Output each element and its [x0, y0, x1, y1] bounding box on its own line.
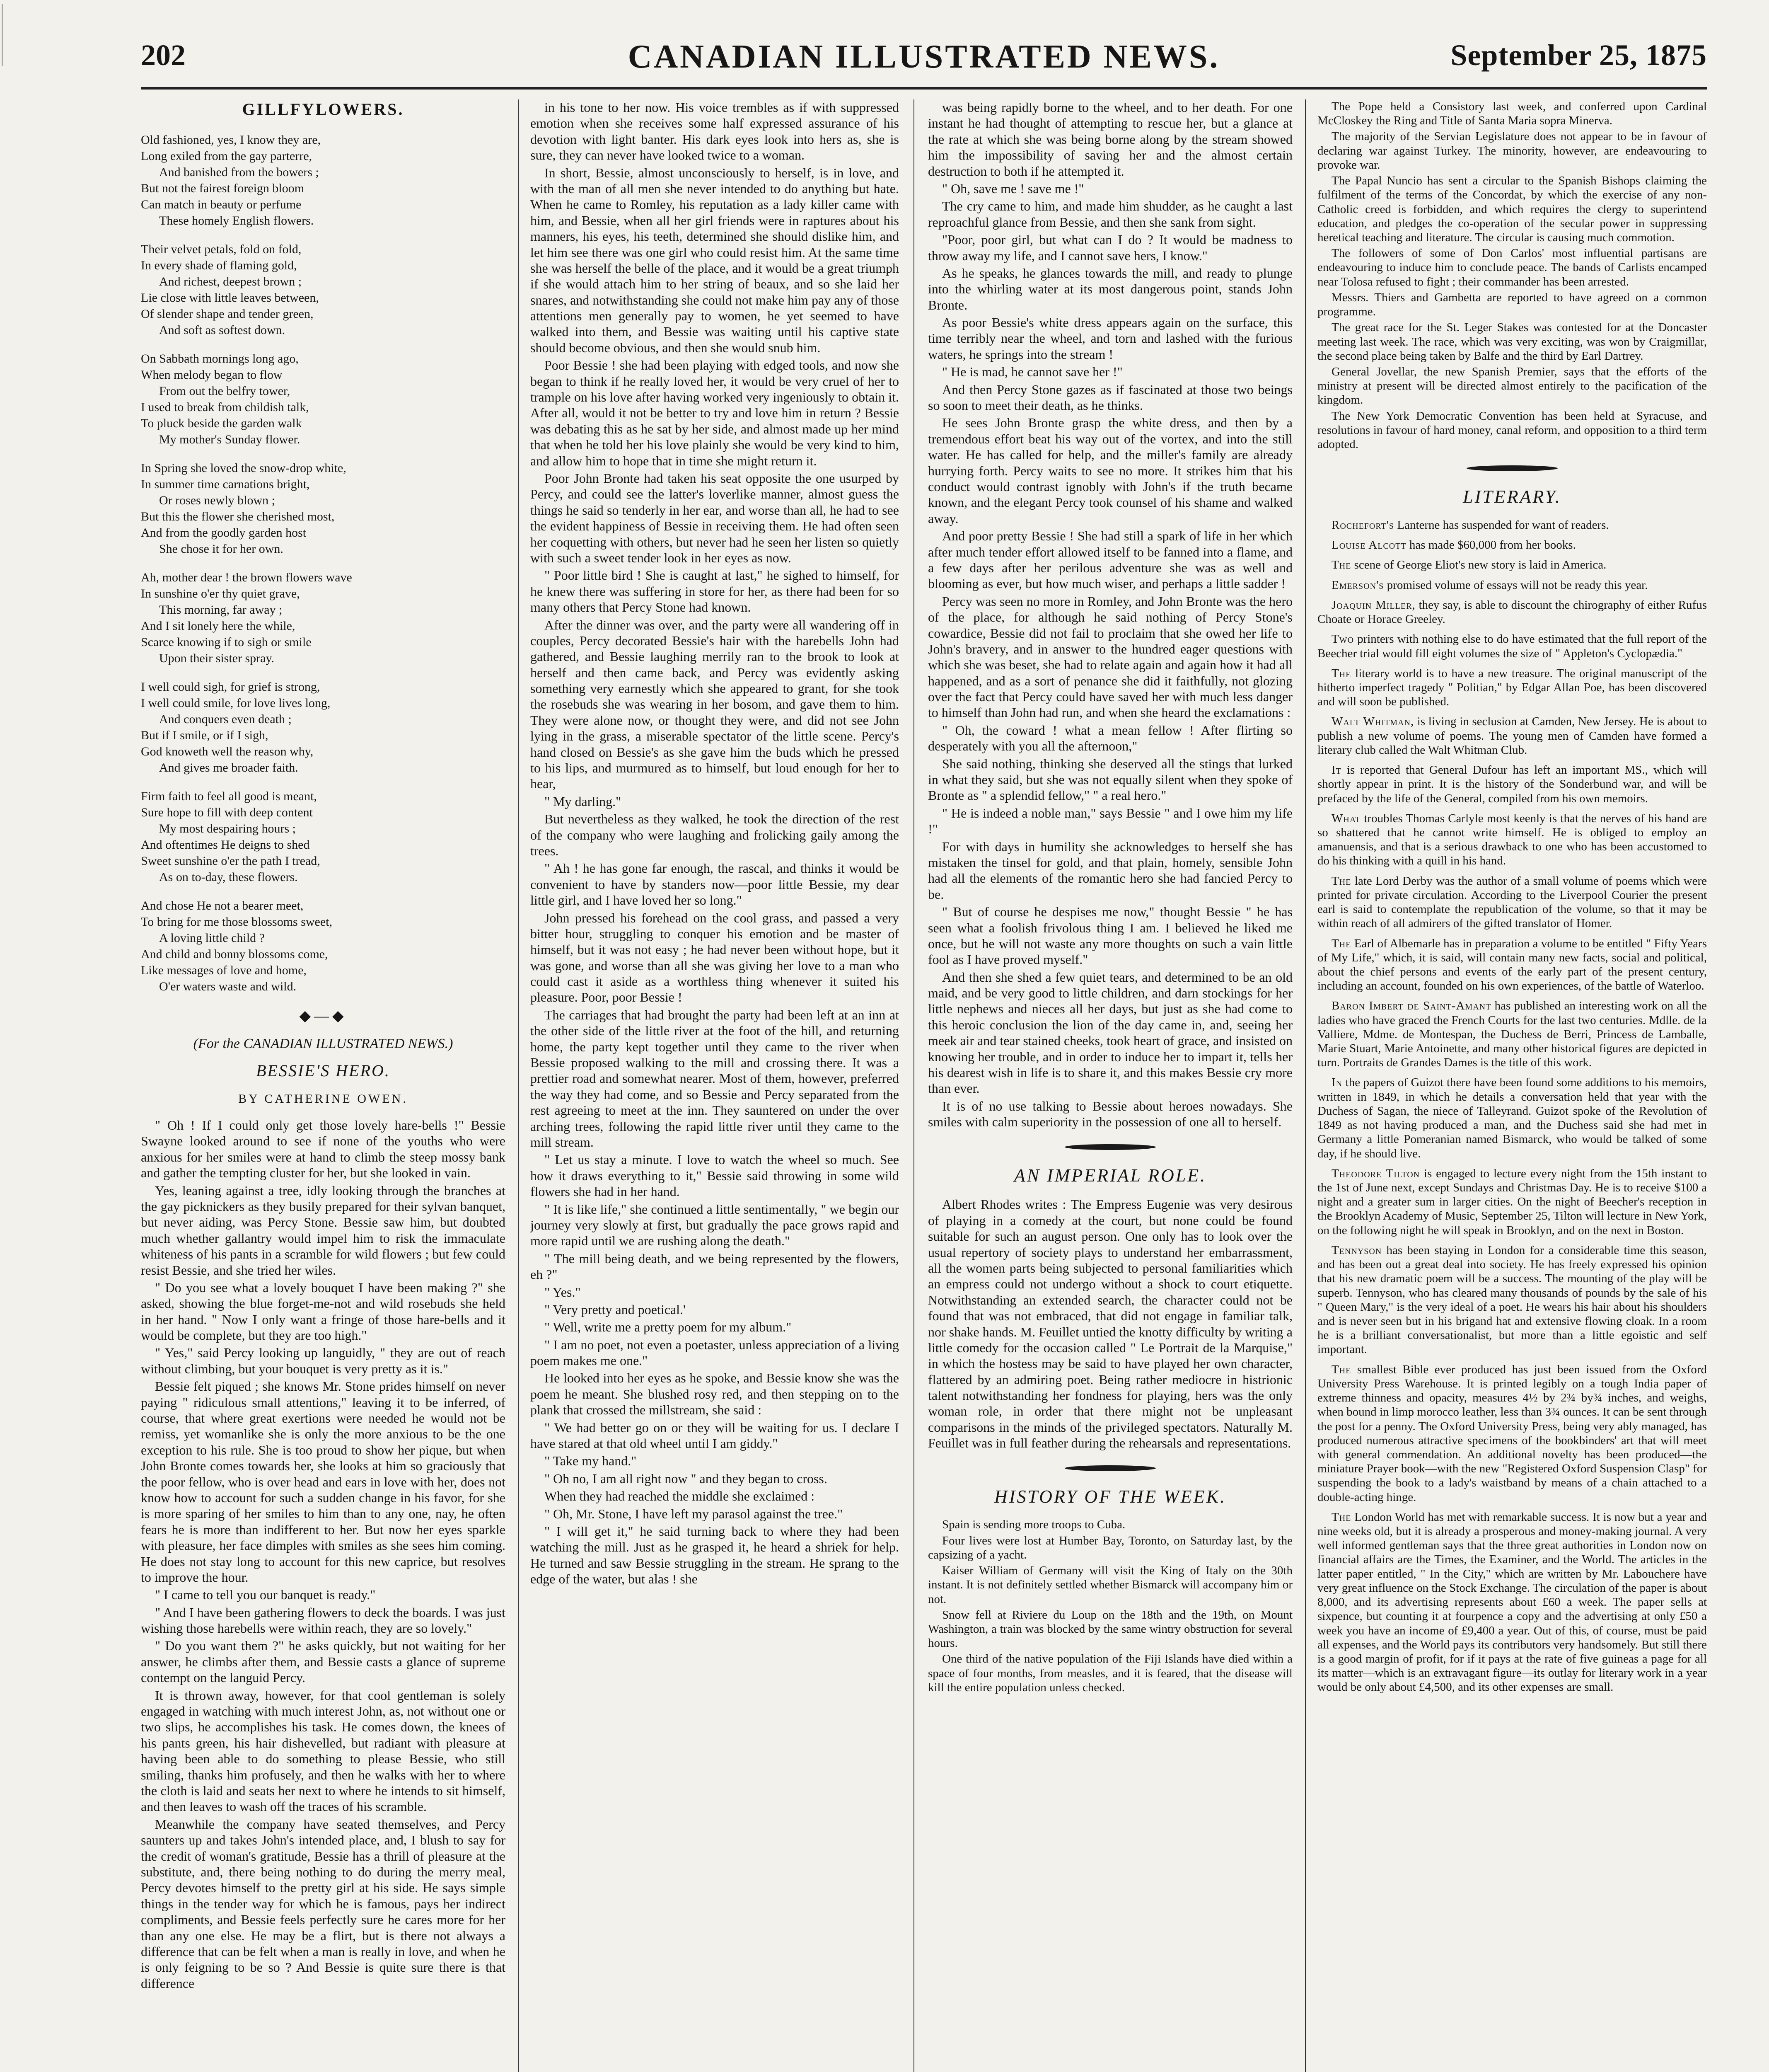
poem-line: To bring for me those blossoms sweet,: [141, 915, 333, 929]
story-author: BY CATHERINE OWEN.: [238, 1092, 408, 1106]
story-paragraph: " Do you see what a lovely bouquet I have been making ?" she asked, showing the blue forget-me-not and wild rosebuds she held in her hand. " Now I only want a fringe of those hare-bells and it would be complete, but they are too high.": [141, 1280, 505, 1343]
poem-line: And I sit lonely here the while,: [141, 619, 295, 633]
story-paragraph: " Do you want them ?" he asks quickly, but not waiting for her answer, he climbs after them, and Bessie casts a glance of supreme contempt on the languid Percy.: [141, 1638, 505, 1685]
poem-body: [141, 132, 505, 995]
poem-line: She chose it for her own.: [159, 542, 283, 556]
poem-line: In every shade of flaming gold,: [141, 259, 297, 272]
story-part-2: [530, 99, 899, 1587]
literary-item-text: has made $60,000 from her books.: [1406, 538, 1576, 552]
poem-stanza: [141, 241, 505, 338]
literary-item-text: has been staying in London for a considerable time this season, and has been out a great deal into society. He has freely expressed his opinion that his new dramatic poem will be a success. The mounting of the play will be superb. Tennyson, who has cleared many thousands of pounds by the sale of his " Queen Mary," is the very ideal of a poet. He wears his hair about his shoulders and is never seen but in his brigand hat and extensive flowing cloak. In a room he is a brilliant conversationalist, but more than a little egoistic and self important.: [1317, 1243, 1707, 1356]
story-paragraph: " Ah ! he has gone far enough, the rascal, and thinks it would be convenient to have by standers now—poor little Bessie, my dear little girl, and I have loved her so long.": [530, 861, 899, 908]
story-paragraph: " Take my hand.": [544, 1453, 637, 1469]
literary-item: [1317, 874, 1707, 931]
poem-line: And from the goodly garden host: [141, 526, 307, 540]
story-paragraph: " Yes.": [544, 1284, 581, 1300]
story-paragraph: " Well, write me a pretty poem for my album.": [544, 1319, 792, 1335]
poem-line: And soft as softest down.: [159, 323, 285, 337]
literary-item-lead: Walt Whitman,: [1332, 715, 1414, 729]
literary-item-lead: The: [1332, 937, 1351, 950]
section-ornament: [1467, 465, 1558, 471]
poem-stanza: [141, 569, 505, 666]
story-paragraph: It is of no use talking to Bessie about heroes nowadays. She smiles with calm superiority in the possession of one all to herself.: [928, 1098, 1293, 1130]
history-item: The majority of the Servian Legislature does not appear to be in favour of declaring war against Turkey. The minority, however, are endeavouring to provoke war.: [1317, 130, 1707, 172]
story-paragraph: " Oh, the coward ! what a mean fellow ! After flirting so desperately with you all the afternoon,": [928, 722, 1293, 754]
poem-line: And richest, deepest brown ;: [159, 275, 302, 288]
literary-item-lead: What: [1332, 811, 1361, 825]
literary-item: [1317, 578, 1707, 592]
literary-item-text: is engaged to lecture every night from the 15th instant to the 1st of June next, except Sundays and Christmas Day. He is to receive $100 a night and a greater sum in larger cities. On the night of Beecher's reception in the Brooklyn Academy of Music, September 25, Tilton will lecture in New York, on the following night he will speak in Brooklyn, and on the next in Boston.: [1317, 1167, 1707, 1237]
poem-title: GILLFYLOWERS.: [242, 100, 404, 119]
story-paragraph: " Oh, Mr. Stone, I have left my parasol against the tree.": [544, 1506, 843, 1521]
story-paragraph: " I will get it," he said turning back to where they had been watching the mill. Just as he grasped it, he heard a shriek for help. He turned and saw Bessie struggling in the stream. He sprang to the edge of the water, but alas ! she: [530, 1523, 899, 1587]
column-rule: [1305, 99, 1306, 2072]
story-paragraph: " Oh ! If I could only get those lovely hare-bells !" Bessie Swayne looked around to see if none of the youths who were anxious for her smiles were at hand to climb the steep mossy bank and gather the tempting cluster for her, but she looked in vain.: [141, 1117, 505, 1181]
story-paragraph: But nevertheless as they walked, he took the direction of the rest of the company who were laughing and frolicking gaily among the trees.: [530, 811, 899, 858]
poem-line: In Spring she loved the snow-drop white,: [141, 461, 346, 475]
poem-line: But if I smile, or if I sigh,: [141, 729, 268, 742]
story-paragraph: And then Percy Stone gazes as if fascinated at those two beings so soon to meet their death, as he thinks.: [928, 382, 1293, 413]
poem-line: But this the flower she cherished most,: [141, 510, 335, 523]
history-item: One third of the native population of the Fiji Islands have died within a space of four months, from measles, and it is feared, that the disease will kill the entire population unless checked.: [928, 1652, 1293, 1694]
literary-item-text: late Lord Derby was the author of a small volume of poems which were printed for private circulation. According to the Liverpool Courier the present earl is said to contemplate the republication of the volume, so that it may be within reach of all admirers of the gifted translator of Homer.: [1317, 874, 1707, 930]
literary-item: [1317, 763, 1707, 806]
history-item: Kaiser William of Germany will visit the King of Italy on the 30th instant. It is not definitely settled whether Bismarck will accompany him or not.: [928, 1564, 1293, 1606]
literary-item-lead: The: [1332, 1510, 1351, 1524]
poem-line: This morning, far away ;: [159, 603, 283, 617]
poem-stanza: [141, 351, 505, 448]
story-paragraph: " Poor little bird ! She is caught at last," he sighed to himself, for he knew there was suffering in store for her, as there had been for so many others that Percy Stone had known.: [530, 568, 899, 615]
literary-item: [1317, 1075, 1707, 1160]
literary-item: [1317, 1243, 1707, 1357]
page-header: [141, 38, 1707, 84]
story-paragraph: It is thrown away, however, for that cool gentleman is solely engaged in watching with much interest John, as, not without one or two slips, he accomplishes his task. He comes down, the knees of his pants green, his hair dishevelled, but radiant with pleasure at having been able to do something to please Bessie, who still smiling, thanks him profusely, and then he walks with her to where the cloth is laid and seats her next to where he intends to sit himself, and then leaves to wash off the traces of his scramble.: [141, 1687, 505, 1814]
poem-line: And gives me broader faith.: [159, 761, 298, 775]
literary-item-text: literary world is to have a new treasure. The original manuscript of the hitherto imperfect tragedy " Politian," by Edgar Allan Poe, has been discovered and will soon be published.: [1317, 666, 1707, 709]
history-item: General Jovellar, the new Spanish Premier, says that the efforts of the ministry at present will be directed almost entirely to the pacification of the kingdom.: [1317, 365, 1707, 407]
literary-item: [1317, 558, 1707, 572]
issue-date: September 25, 1875: [1450, 39, 1707, 72]
poem-line: In summer time carnations bright,: [141, 477, 310, 491]
literary-item-lead: Rochefort's: [1332, 518, 1394, 532]
history-item: The New York Democratic Convention has been held at Syracuse, and resolutions in favour of hard money, canal reform, and opposition to a third term adopted.: [1317, 409, 1707, 451]
poem-line: Lie close with little leaves between,: [141, 291, 319, 305]
poem-line: Of slender shape and tender green,: [141, 307, 314, 321]
history-item: The followers of some of Don Carlos' most influential partisans are endeavouring to induce him to conclude peace. The bands of Carlists encamped near Tolosa refused to fight ; their commander has been arrested.: [1317, 247, 1707, 288]
poem-line: O'er waters waste and wild.: [159, 980, 297, 993]
poem-line: God knoweth well the reason why,: [141, 745, 314, 758]
poem-line: Like messages of love and home,: [141, 963, 307, 977]
literary-item-lead: Joaquin Miller,: [1332, 598, 1416, 612]
literary-item-lead: Two: [1332, 632, 1354, 646]
column-4: [1317, 99, 1707, 2072]
story-paragraph: " But of course he despises me now," thought Bessie " he has seen what a foolish frivolous thing I am. I believed he liked me once, but he will not waste any more thoughts on such a vain little fool as I have proved myself.": [928, 904, 1293, 967]
poem-line: On Sabbath mornings long ago,: [141, 352, 299, 366]
section-ornament: ◆—◆: [299, 1007, 347, 1024]
binding-edge-mark: [2, 4, 14, 66]
literary-item: [1317, 538, 1707, 552]
header-rule: [141, 87, 1707, 90]
story-paragraph: " And I have been gathering flowers to deck the boards. I was just wishing those harebells were within reach, they are so lovely.": [141, 1605, 505, 1636]
story-paragraph: " We had better go on or they will be waiting for us. I declare I have stared at that old wheel until I am giddy.": [530, 1420, 899, 1451]
literary-item-text: the papers of Guizot there have been found some additions to his memoirs, written in 1849, in which he details a conversation held that year with the Duchess of Sagan, the niece of Talleyrand. Guizot spoke of the Revolution of 1849 as not having produced a man, and the Duchess said she had met in Germany a little Pomeranian named Bismarck, who would be talked of some day, if he should live.: [1317, 1076, 1707, 1160]
story-paragraph: John pressed his forehead on the cool grass, and passed a very bitter hour, struggling to conquer his emotion and be master of himself, but it was not easy ; he had never been without hope, but it was gone, and worse than all she was giving her love to a man who could cast it aside as a worthless thing whenever it suited his pleasure. Poor, poor Bessie !: [530, 910, 899, 1005]
literary-item-lead: The: [1332, 1363, 1351, 1376]
masthead-title: CANADIAN ILLUSTRATED NEWS.: [628, 39, 1220, 75]
literary-item-text: promised volume of essays will not be ready this year.: [1384, 578, 1648, 592]
poem-line: Sweet sunshine o'er the path I tread,: [141, 854, 320, 868]
poem-line: Sure hope to fill with deep content: [141, 806, 313, 819]
story-paragraph: " Oh no, I am all right now " and they began to cross.: [544, 1471, 827, 1486]
poem-line: My most despairing hours ;: [159, 822, 296, 835]
poem-line: To pluck beside the garden walk: [141, 416, 302, 430]
literary-item-lead: Emerson's: [1332, 578, 1384, 592]
story-paragraph: was being rapidly borne to the wheel, and to her death. For one instant he had thought of attempting to rescue her, but a glance at the rate at which she was being borne along by the stream showed him the impossibility of saving her and the almost certain destruction to both if he attempted it.: [928, 100, 1293, 179]
poem-line: I well could sigh, for grief is strong,: [141, 680, 320, 694]
story-paragraph: " I am no poet, not even a poetaster, unless appreciation of a living poem makes me one.": [530, 1337, 899, 1368]
history-items-continued: [1317, 99, 1707, 451]
literary-item-lead: It: [1332, 763, 1341, 777]
story-paragraph: " Very pretty and poetical.': [544, 1302, 686, 1317]
story-part-1: [141, 1117, 505, 1991]
column-rule: [518, 99, 519, 2072]
imperial-role-title: AN IMPERIAL ROLE.: [1014, 1165, 1207, 1186]
story-paragraph: Percy was seen no more in Romley, and John Bronte was the hero of the place, for although he said nothing of Percy Stone's cowardice, Bessie did not fail to proclaim that she owed her life to John's bravery, and in answer to the hundred eager questions with which she was beset, she had to relate again and again how it had all happened, and as a sort of penance she did it faithfully, not glozing over the fact that Percy could have saved her with much less danger to himself than John had run, and when she heard the exclamations :: [928, 593, 1293, 720]
literary-item-text: Earl of Albemarle has in preparation a volume to be entitled " Fifty Years of My Life," which, it is said, will contain many new facts, social and political, about the chief persons and events of the early part of the present century, including an account, founded on his own experiences, of the battle of Waterloo.: [1317, 937, 1707, 993]
story-paragraph: In short, Bessie, almost unconsciously to herself, is in love, and with the man of all men she never intended to do anything but hate. When he came to Romley, his reputation as a lady killer came with him, and Bessie, when all her girl friends were in raptures about his manners, his eyes, his teeth, determined she should dislike him, and let him see there was one girl who could resist him. At the same time she was herself the belle of the place, and it would be a great triumph if she would attach him to her string of beaux, and so she laid her snares, and notwithstanding she could not make him pay any of those attentions men generally pay to women, he yet seemed to have walked into them, and Bessie was waiting until his captive state should become obvious, and then she would snub him.: [530, 165, 899, 355]
literary-item: [1317, 518, 1707, 532]
story-paragraph: She said nothing, thinking she deserved all the stings that lurked in what they said, but she was not equally silent when they spoke of Bronte as " a splendid fellow," " a real hero.": [928, 756, 1293, 803]
literary-item: [1317, 1167, 1707, 1237]
poem-line: My mother's Sunday flower.: [159, 433, 300, 446]
story-paragraph: " He is indeed a noble man," says Bessie " and I owe him my life !": [928, 805, 1293, 837]
poem-line: Or roses newly blown ;: [159, 494, 275, 507]
story-paragraph: " It is like life," she continued a little sentimentally, " we begin our journey very slowly at first, but gradually the pace grows rapid and more rapid until we are rushing along the death.": [530, 1201, 899, 1249]
literary-item-lead: Louise Alcott: [1332, 538, 1406, 552]
story-paragraph: Bessie felt piqued ; she knows Mr. Stone prides himself on never paying " ridiculous small attentions," leaving it to be inferred, of course, that where great exertions were needed he would not be remiss, yet womanlike she is only the more anxious to be the one exception to his rule. She is too proud to show her pique, but when John Bronte comes towards her, she looks at him so graciously that the poor fellow, who is over head and ears in love with her, does not know how to account for such a sudden change in his favor, for she is more sparing of her smiles to him than to any one, nay, he often fears he is more than indifferent to her. But now her eyes sparkle with pleasure, her face dimples with smiles as she sees him coming. He does not stay long to account for this new caprice, but resolves to improve the hour.: [141, 1379, 505, 1585]
poem-stanza: [141, 679, 505, 776]
history-item: The Pope held a Consistory last week, and conferred upon Cardinal McCloskey the Ring and Title of Santa Maria sopra Minerva.: [1317, 100, 1707, 128]
literary-item: [1317, 714, 1707, 757]
literary-item: [1317, 811, 1707, 868]
poem-stanza: [141, 460, 505, 557]
story-paragraph: "Poor, poor girl, but what can I do ? It would be madness to throw away my life, and I cannot save hers, I know.": [928, 232, 1293, 263]
story-paragraph: And poor pretty Bessie ! She had still a spark of life in her which after much tender effort allowed itself to be fanned into a flame, and a few days after her perilous adventure she was as well and blooming as ever, but how much wiser, and perhaps a little sadder !: [928, 528, 1293, 591]
column-3: [928, 99, 1293, 2072]
literary-item-text: is living in seclusion at Camden, New Jersey. He is about to publish a new volume of poems. The young men of Camden have formed a literary club called the Walt Whitman Club.: [1317, 715, 1707, 757]
poem-line: And child and bonny blossoms come,: [141, 947, 328, 961]
literary-item-lead: Tennyson: [1332, 1243, 1382, 1257]
poem-line: As on to-day, these flowers.: [159, 870, 298, 884]
history-item: The Papal Nuncio has sent a circular to the Spanish Bishops claiming the fulfilment of the terms of the Concordat, by which the exercise of any non-Catholic creed is forbidden, and which requires the clergy to superintend education, and pledges the co-operation of the secular power in suppressing heretical teaching and literature. The circular is causing much commotion.: [1317, 174, 1707, 244]
section-ornament: [1065, 1465, 1156, 1471]
section-ornament: [1065, 1144, 1156, 1150]
literary-item: [1317, 632, 1707, 660]
history-item: Snow fell at Riviere du Loup on the 18th and the 19th, on Mount Washington, a train was blocked by the same wintry obstruction for several hours.: [928, 1608, 1293, 1650]
story-paragraph: As poor Bessie's white dress appears again on the surface, this time terribly near the wheel, and torn and lashed with the furious waters, he springs into the stream !: [928, 315, 1293, 362]
literary-item-text: printers with nothing else to do have estimated that the full report of the Beecher trial would fill eight volumes the size of " Appleton's Cyclopædia.": [1317, 632, 1707, 660]
literary-item: [1317, 937, 1707, 993]
story-paragraph: Yes, leaning against a tree, idly looking through the branches at the gay picknickers as they busily prepared for their sylvan banquet, but never aiding, was Percy Stone. Bessie saw him, but doubted much whether gallantry would impel him to risk the immaculate whiteness of his pants in a scramble for wild flowers ; but few could resist Bessie, and she tried her wiles.: [141, 1183, 505, 1278]
story-paragraph: And then she shed a few quiet tears, and determined to be an old maid, and be very good to little children, and darn stockings for her little nephews and nieces all her days, but just as she had come to this heroic conclusion the lion of the day came in, and, seeing her meek air and tear stained cheeks, took heart of grace, and insisted on knowing her trouble, and in order to induce her to impart it, tells her his dearest wish in life is to share it, and this makes Bessie cry more than ever.: [928, 969, 1293, 1096]
page-number: 202: [141, 39, 186, 72]
literary-item-text: has published an interesting work on all the ladies who have graced the French Courts for the last two centuries. Mdlle. de la Valliere, Mdme. de Montespan, the Duchess de Berri, Princess de Lamballe, Marie Stuart, Marie Antoinette, and many other historical figures are depicted in turn. Portraits de Grandes Dames is the title of this work.: [1317, 999, 1707, 1070]
poem-line: I well could smile, for love lives long,: [141, 696, 331, 710]
story-paragraph: The cry came to him, and made him shudder, as he caught a last reproachful glance from Bessie, and then she sank from sight.: [928, 198, 1293, 230]
poem-line: Firm faith to feel all good is meant,: [141, 789, 317, 803]
literary-item: [1317, 999, 1707, 1070]
poem-line: And chose He not a bearer meet,: [141, 899, 304, 913]
poem-line: Their velvet petals, fold on fold,: [141, 242, 302, 256]
literary-item-text: is reported that General Dufour has left an important MS., which will shortly appear in print. It is the history of the Sonderbund war, and will be prefaced by the life of the General, compiled from his own memoirs.: [1317, 763, 1707, 805]
poem-line: In sunshine o'er thy quiet grave,: [141, 587, 300, 600]
poem-line: I used to break from childish talk,: [141, 400, 309, 414]
poem-line: These homely English flowers.: [159, 214, 314, 228]
story-title: BESSIE'S HERO.: [256, 1061, 390, 1080]
poem-line: Scarce knowing if to sigh or smile: [141, 635, 312, 649]
history-title: HISTORY OF THE WEEK.: [994, 1486, 1226, 1507]
story-paragraph: " My darling.": [544, 794, 621, 809]
literary-title: LITERARY.: [1463, 487, 1561, 507]
story-paragraph: " I came to tell you our banquet is ready.": [155, 1587, 376, 1602]
story-paragraph: The carriages that had brought the party had been left at an inn at the other side of the little river at the foot of the hill, and returning home, the party kept together until they came to the river when Bessie proposed walking to the mill and crossing there. It was a prettier road and somewhat nearer. Most of them, however, preferred the way they had come, and so Bessie and Percy separated from the rest agreeing to meet at the inn. They sauntered on under the over arching trees, following the rapid little river until they came to the mill stream.: [530, 1007, 899, 1150]
literary-item-lead: In: [1332, 1076, 1343, 1089]
literary-item-text: troubles Thomas Carlyle most keenly is that the nerves of his hand are so shattered that he cannot write himself. He is obliged to employ an amanuensis, and that is a serious drawback to one who has been accustomed to do his thinking with a quill in his hand.: [1317, 811, 1707, 868]
poem-line: A loving little child ?: [159, 931, 265, 945]
story-paragraph: As he speaks, he glances towards the mill, and ready to plunge into the whirling water at its most dangerous point, stands John Bronte.: [928, 265, 1293, 312]
poem-line: And oftentimes He deigns to shed: [141, 838, 310, 852]
story-paragraph: After the dinner was over, and the party were all wandering off in couples, Percy decorated Bessie's hair with the harebells John had gathered, and Bessie laughing merrily ran to the brook to look at herself and then came back, and Percy was evidently asking something very earnestly which she appeared to grant, for she took the rosebuds she was wearing in her bosom, and gave them to him. They were alone now, or thought they were, and did not see John lying in the grass, a miserable spectator of the little scene. Percy's hand closed on Bessie's as she gave him the buds which he pressed to his lips, and murmured as to himself, but loud enough for her to hear,: [530, 617, 899, 792]
history-item: Messrs. Thiers and Gambetta are reported to have agreed on a common programme.: [1317, 290, 1707, 319]
story-paragraph: He looked into her eyes as he spoke, and Bessie know she was the poem he meant. She blushed rosy red, and then stepping on to the plank that crossed the millstream, she said :: [530, 1370, 899, 1418]
history-items: [928, 1518, 1293, 1694]
poem-line: Ah, mother dear ! the brown flowers wave: [141, 571, 352, 584]
literary-item-text: Lanterne has suspended for want of readers.: [1394, 518, 1609, 532]
history-item: Spain is sending more troops to Cuba.: [942, 1518, 1126, 1532]
history-item: The great race for the St. Leger Stakes was contested for at the Doncaster meeting last week. The race, which was very exciting, was won by Craigmillar, the second place being taken by Balfe and the third by Earl Dartrey.: [1317, 321, 1707, 363]
literary-item-lead: The: [1332, 558, 1351, 572]
literary-item-text: London World has met with remarkable success. It is now but a year and nine weeks old, but it is already a prosperous and money-making journal. A very well informed gentleman says that the three great authorities in London now on financial affairs are the Times, the Examiner, and the World. The articles in the latter paper entitled, " In the City," which are written by Mr. Labouchere have very great influence on the Stock Exchange. The circulation of the paper is about 8,000, and its advertising represents about £60 a week. The paper sells at sixpence, but counting it at fourpence a copy and the advertising at only £50 a week you have an income of £9,400 a year. Out of this, of course, must be paid all expenses, and the World pays its contributors very handsomely. But still there is a good margin of profit, for if it pays at the rate of five guineas a page for all its matter—which is an extravagant figure—its outlay for literary work in a year would be only about £4,500, and its other expenses are small.: [1317, 1510, 1707, 1694]
poem-line: When melody began to flow: [141, 368, 283, 382]
poem-stanza: [141, 132, 505, 229]
story-paragraph: " Let us stay a minute. I love to watch the wheel so much. See how it draws everything to it," Bessie said throwing in some wild flowers she had in her hand.: [530, 1152, 899, 1199]
poem-line: And conquers even death ;: [159, 712, 292, 726]
literary-item-lead: Baron Imbert de Saint-Amant: [1332, 999, 1491, 1013]
poem-line: Can match in beauty or perfume: [141, 198, 302, 211]
history-item: Four lives were lost at Humber Bay, Toronto, on Saturday last, by the capsizing of a yacht.: [928, 1534, 1293, 1561]
story-paragraph: " The mill being death, and we being represented by the flowers, eh ?": [530, 1251, 899, 1282]
literary-item-text: scene of George Eliot's new story is laid in America.: [1351, 558, 1607, 572]
literary-items: [1317, 518, 1707, 1694]
story-part-3: [928, 99, 1293, 1130]
story-paragraph: " He is mad, he cannot save her !": [942, 364, 1123, 380]
literary-item: [1317, 598, 1707, 626]
story-paragraph: When they had reached the middle she exclaimed :: [544, 1489, 815, 1504]
literary-item-text: they say, is able to discount the chirography of either Rufus Choate or Horace Greeley.: [1317, 598, 1707, 626]
literary-item-lead: The: [1332, 874, 1351, 888]
poem-line: From out the belfry tower,: [159, 384, 290, 398]
story-source: (For the CANADIAN ILLUSTRATED NEWS.): [193, 1036, 453, 1052]
story-paragraph: " Oh, save me ! save me !": [942, 181, 1084, 196]
literary-item-text: smallest Bible ever produced has just been issued from the Oxford University Press Warehouse. It is printed legibly on a tough India paper of extreme thinness and opacity, measures 4½ by 2¾ by¾ inches, and weighs, when bound in limp morocco leather, less than 3¾ ounces. It can be sent through the post for a penny. The Oxford University Press, being very ably managed, has produced numerous attractive specimens of the bookbinders' art that will meet with general commendation. An additional novelty has been produced—the miniature Prayer book—with the new "Registered Oxford Suspension Clasp" for suspending the book to a lady's waistband by means of a chain attached to a double-acting hinge.: [1317, 1363, 1707, 1504]
imperial-role-text: Albert Rhodes writes : The Empress Eugenie was very desirous of playing in a comedy at the court, but none could be found suitable for such an august person. One only has to look over the usual repertory of society plays to understand her embarrassment, all the women parts being subjected to personal familiarities which an empress could not undergo without a shock to court etiquette. Notwithstanding an extended search, the character could not be found that was not embraced, that did not engage in familiar talk, nor shake hands. M. Feuillet untied the knotty difficulty by writing a little comedy for the occasion called " Le Portrait de la Marquise," in which the hostess may be said to have played her own character, flattered by an admiring poet. Being rather mediocre in histrionic talent notwithstanding her fondness for playing, hers was the only woman role, in order that there might not be unpleasant comparisons in the minds of the privileged spectators. Naturally M. Feuillet was in full feather during the rehearsals and representations.: [928, 1197, 1293, 1451]
literary-item: [1317, 1363, 1707, 1504]
story-paragraph: in his tone to her now. His voice trembles as if with suppressed emotion when she receives some half expressed assurance of his devotion with light banter. His dark eyes look into hers as, she is sure, they can never have looked twice to a woman.: [530, 100, 899, 163]
literary-item-lead: The: [1332, 666, 1351, 680]
poem-line: Upon their sister spray.: [159, 651, 274, 665]
literary-item-lead: Theodore Tilton: [1332, 1167, 1420, 1180]
poem-line: Long exiled from the gay parterre,: [141, 149, 312, 163]
story-paragraph: Meanwhile the company have seated themselves, and Percy saunters up and takes John's intended place, and, I blush to say for the credit of woman's gratitude, Bessie has a thrill of pleasure at the substitute, and, there being nothing to do during the merry meal, Percy devotes himself to the pretty girl at his side. He says simple things in the tender way for which he is famous, pays her indirect compliments, and Bessie feels perfectly sure he cares more for her than any one else. He may be a flirt, but is there not always a difference that can be felt when a man is really in love, and when he is only feigning to be so ? And Bessie is quite sure there is that difference: [141, 1816, 505, 1991]
poem-line: Old fashioned, yes, I know they are,: [141, 133, 321, 147]
story-paragraph: For with days in humility she acknowledges to herself she has mistaken the tinsel for gold, and that plain, homely, sensible John had all the elements of the romantic hero she had fancied Percy to be.: [928, 839, 1293, 902]
literary-item: [1317, 1510, 1707, 1694]
literary-item: [1317, 666, 1707, 709]
column-2: [530, 99, 899, 2072]
story-paragraph: " Yes," said Percy looking up languidly, " they are out of reach without climbing, but your bouquet is very pretty as it is.": [141, 1345, 505, 1376]
poem-line: And banished from the bowers ;: [159, 165, 319, 179]
story-paragraph: Poor Bessie ! she had been playing with edged tools, and now she began to think if he really loved her, it would be very cruel of her to trample on his love after having worked very ingeniously to obtain it. After all, would it not be better to try and love him in return ? Bessie was debating this as he sat by her side, and almost made up her mind that when he told her his love plainly she would be very kind to him, and allow him to hope that in time she might return it.: [530, 358, 899, 468]
poem-line: But not the fairest foreign bloom: [141, 182, 304, 195]
column-1: [141, 99, 505, 2072]
poem-stanza: [141, 788, 505, 885]
poem-stanza: [141, 898, 505, 995]
story-paragraph: He sees John Bronte grasp the white dress, and then by a tremendous effort beat his way out of the vortex, and into the still water. He has called for help, and the miller's family are already hurrying forth. Percy waits to see no more. It strikes him that his conduct would contrast ignobly with John's if the truth became known, and the elegant Percy took counsel of his shame and walked away.: [928, 415, 1293, 526]
story-paragraph: Poor John Bronte had taken his seat opposite the one usurped by Percy, and could see the latter's loverlike manner, almost guess the things he said so tenderly in her ear, and worse than all, he had to see the evident happiness of Bessie in receiving them. He had often seen her coquetting with others, but never had he seen her listen so quietly with such a sweet tender look in her eyes as now.: [530, 470, 899, 565]
